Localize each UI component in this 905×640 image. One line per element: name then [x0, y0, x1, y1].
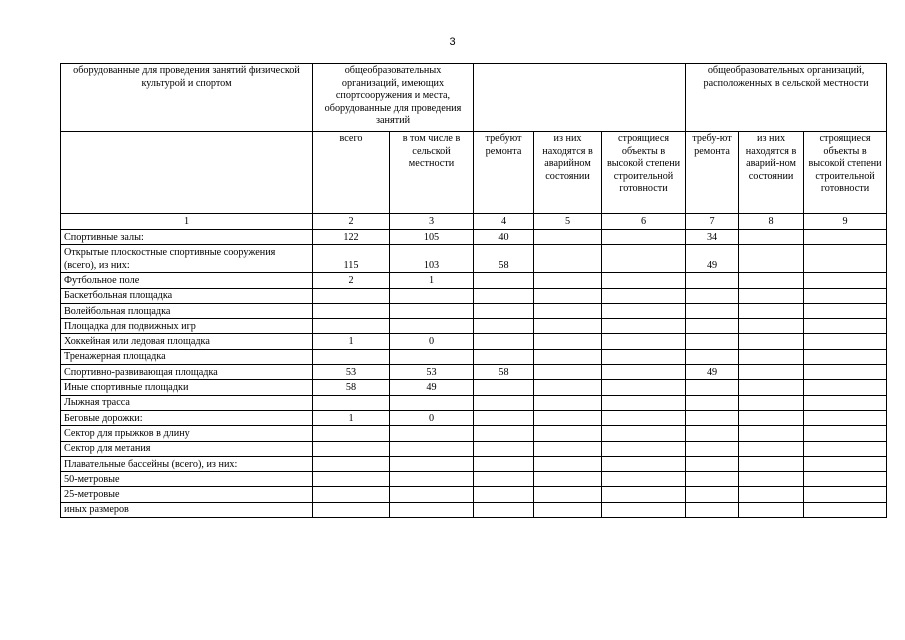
row-label: Спортивные залы: [61, 230, 313, 245]
table-cell [739, 395, 804, 410]
table-cell: 105 [390, 230, 474, 245]
table-cell [804, 230, 887, 245]
table-cell [804, 349, 887, 364]
table-row [61, 395, 887, 410]
row-label: Беговые дорожки: [61, 410, 313, 425]
table-cell [602, 426, 686, 441]
row-label: Лыжная трасса [61, 395, 313, 410]
table-cell [313, 487, 390, 502]
row-label: Площадка для подвижных игр [61, 319, 313, 334]
table-cell [534, 319, 602, 334]
table-cell [474, 410, 534, 425]
table-cell [474, 380, 534, 395]
header-facility-type: оборудованные для проведения занятий физической культурой и спортом [61, 64, 313, 132]
table-cell: 49 [686, 365, 739, 380]
table-row [61, 230, 887, 245]
table-cell [534, 245, 602, 273]
table-cell [474, 472, 534, 487]
table-cell [313, 395, 390, 410]
subheader-require-repair: требуют ремонта [474, 132, 534, 214]
row-label: 50-метровые [61, 472, 313, 487]
column-number: 5 [534, 214, 602, 230]
row-label: Сектор для метания [61, 441, 313, 456]
row-label: Волейбольная площадка [61, 303, 313, 318]
table-cell [474, 319, 534, 334]
table-cell [474, 395, 534, 410]
table-cell [602, 395, 686, 410]
table-cell [313, 441, 390, 456]
table-cell [534, 426, 602, 441]
table-cell [804, 502, 887, 517]
table-cell [474, 502, 534, 517]
table-cell [474, 426, 534, 441]
table-row [61, 426, 887, 441]
column-number: 2 [313, 214, 390, 230]
sports-facilities-table [60, 63, 887, 518]
table-cell: 2 [313, 273, 390, 288]
table-cell [534, 395, 602, 410]
table-cell [686, 456, 739, 471]
table-cell [686, 441, 739, 456]
table-cell [313, 502, 390, 517]
table-cell: 58 [313, 380, 390, 395]
table-row [61, 349, 887, 364]
table-cell [739, 487, 804, 502]
table-cell [390, 319, 474, 334]
subheader-emergency-state: из них находятся в аварийном состоянии [534, 132, 602, 214]
table-cell [474, 441, 534, 456]
row-label: Тренажерная площадка [61, 349, 313, 364]
table-cell [739, 303, 804, 318]
table-cell [534, 456, 602, 471]
row-label: Открытые плоскостные спортивные сооружения (всего), из них: [61, 245, 313, 273]
table-cell [739, 380, 804, 395]
table-cell: 58 [474, 365, 534, 380]
row-label: Спортивно-развивающая площадка [61, 365, 313, 380]
table-cell [739, 441, 804, 456]
table-cell [686, 472, 739, 487]
table-cell: 1 [313, 410, 390, 425]
table-cell [686, 303, 739, 318]
table-cell [534, 441, 602, 456]
table-cell [686, 487, 739, 502]
table-cell [534, 334, 602, 349]
table-cell [602, 288, 686, 303]
table-cell [534, 380, 602, 395]
table-cell [602, 365, 686, 380]
header-empty-cell [474, 64, 686, 132]
table-cell [534, 487, 602, 502]
table-cell [686, 380, 739, 395]
table-cell [804, 273, 887, 288]
table-cell [602, 456, 686, 471]
table-row [61, 441, 887, 456]
table-cell [804, 334, 887, 349]
table-cell [313, 456, 390, 471]
row-label: Иные спортивные площадки [61, 380, 313, 395]
table-cell [686, 410, 739, 425]
table-cell [739, 230, 804, 245]
table-cell [804, 410, 887, 425]
table-cell: 53 [313, 365, 390, 380]
table-cell [602, 502, 686, 517]
table-cell [686, 288, 739, 303]
subheader-under-construction: строящиеся объекты в высокой степени строительной готовности [602, 132, 686, 214]
table-cell [739, 502, 804, 517]
table-cell [686, 273, 739, 288]
subheader-empty-cell [61, 132, 313, 214]
table-cell [534, 472, 602, 487]
table-cell [602, 487, 686, 502]
table-cell [390, 426, 474, 441]
table-cell [390, 502, 474, 517]
table-cell [474, 349, 534, 364]
table-cell: 1 [313, 334, 390, 349]
table-cell: 53 [390, 365, 474, 380]
row-label: иных размеров [61, 502, 313, 517]
table-cell [686, 349, 739, 364]
table-cell [534, 365, 602, 380]
table-row [61, 380, 887, 395]
table-cell [534, 410, 602, 425]
table-cell [602, 245, 686, 273]
table-cell [804, 365, 887, 380]
table-cell: 40 [474, 230, 534, 245]
table-cell [313, 288, 390, 303]
table-cell [390, 487, 474, 502]
table-cell [390, 456, 474, 471]
table-cell [602, 273, 686, 288]
table-cell [313, 319, 390, 334]
table-cell [739, 273, 804, 288]
table-cell [390, 288, 474, 303]
table-cell [804, 245, 887, 273]
table-cell [474, 487, 534, 502]
column-number: 1 [61, 214, 313, 230]
subheader-rural-require-repair: требу-ют ремонта [686, 132, 739, 214]
table-cell [313, 472, 390, 487]
column-number: 3 [390, 214, 474, 230]
table-cell [804, 380, 887, 395]
subheader-total: всего [313, 132, 390, 214]
table-cell [804, 395, 887, 410]
table-cell [602, 472, 686, 487]
table-cell: 49 [390, 380, 474, 395]
row-label: Плавательные бассейны (всего), из них: [61, 456, 313, 471]
table-cell [474, 288, 534, 303]
table-cell [474, 334, 534, 349]
table-row [61, 456, 887, 471]
table-cell [804, 487, 887, 502]
column-number: 7 [686, 214, 739, 230]
table-cell: 0 [390, 334, 474, 349]
table-cell [804, 426, 887, 441]
table-cell [390, 441, 474, 456]
table-row [61, 502, 887, 517]
table-cell: 115 [313, 245, 390, 273]
table-cell [602, 334, 686, 349]
subheader-incl-rural: в том числе в сельской местности [390, 132, 474, 214]
table-row [61, 273, 887, 288]
table-cell [739, 365, 804, 380]
subheader-rural-emergency-state: из них находятся в аварий-ном состоянии [739, 132, 804, 214]
table-cell [739, 426, 804, 441]
table-cell: 58 [474, 245, 534, 273]
subheader-rural-under-construction: строящиеся объекты в высокой степени строительной готовности [804, 132, 887, 214]
table-cell: 0 [390, 410, 474, 425]
table-cell [534, 349, 602, 364]
table-cell [804, 456, 887, 471]
table-cell [804, 288, 887, 303]
row-label: 25-метровые [61, 487, 313, 502]
table-cell [602, 319, 686, 334]
table-cell: 122 [313, 230, 390, 245]
header-group-schools: общеобразовательных организаций, имеющих спортсооружения и места, оборудованные для проведения занятий [313, 64, 474, 132]
table-cell [474, 303, 534, 318]
table-cell [739, 334, 804, 349]
table-row [61, 487, 887, 502]
table-cell: 34 [686, 230, 739, 245]
column-number: 8 [739, 214, 804, 230]
table-cell [739, 288, 804, 303]
table-cell [686, 319, 739, 334]
table-row [61, 365, 887, 380]
table-cell [602, 380, 686, 395]
table-cell [686, 502, 739, 517]
table-cell [602, 410, 686, 425]
table-cell [313, 303, 390, 318]
table-row [61, 288, 887, 303]
table-cell [313, 349, 390, 364]
table-row [61, 334, 887, 349]
table-row [61, 410, 887, 425]
table-cell [534, 288, 602, 303]
column-number: 6 [602, 214, 686, 230]
table-cell [474, 456, 534, 471]
table-cell [804, 441, 887, 456]
table-cell [804, 319, 887, 334]
table-cell [602, 349, 686, 364]
table-cell: 49 [686, 245, 739, 273]
table-cell: 1 [390, 273, 474, 288]
table-cell [534, 273, 602, 288]
page-number: 3 [449, 36, 456, 48]
table-cell [602, 303, 686, 318]
table-cell [804, 472, 887, 487]
table-cell [686, 426, 739, 441]
header-group-rural-schools: общеобразовательных организаций, расположенных в сельской местности [686, 64, 887, 132]
table-cell [739, 410, 804, 425]
table-cell [534, 230, 602, 245]
table-cell [534, 502, 602, 517]
table-row [61, 245, 887, 273]
table-cell [739, 245, 804, 273]
table-cell [390, 349, 474, 364]
table-cell [804, 303, 887, 318]
table-row [61, 303, 887, 318]
row-label: Футбольное поле [61, 273, 313, 288]
table-cell: 103 [390, 245, 474, 273]
table-cell [390, 395, 474, 410]
table-cell [313, 426, 390, 441]
table-cell [474, 273, 534, 288]
row-label: Сектор для прыжков в длину [61, 426, 313, 441]
table-row [61, 472, 887, 487]
table-cell [686, 395, 739, 410]
table-cell [390, 472, 474, 487]
table-cell [739, 349, 804, 364]
table-cell [534, 303, 602, 318]
row-label: Хоккейная или ледовая площадка [61, 334, 313, 349]
column-number: 9 [804, 214, 887, 230]
table-cell [739, 319, 804, 334]
table-cell [602, 230, 686, 245]
table-cell [739, 456, 804, 471]
table-cell [739, 472, 804, 487]
table-row [61, 319, 887, 334]
table-cell [686, 334, 739, 349]
table-cell [390, 303, 474, 318]
row-label: Баскетбольная площадка [61, 288, 313, 303]
column-number: 4 [474, 214, 534, 230]
table-cell [602, 441, 686, 456]
